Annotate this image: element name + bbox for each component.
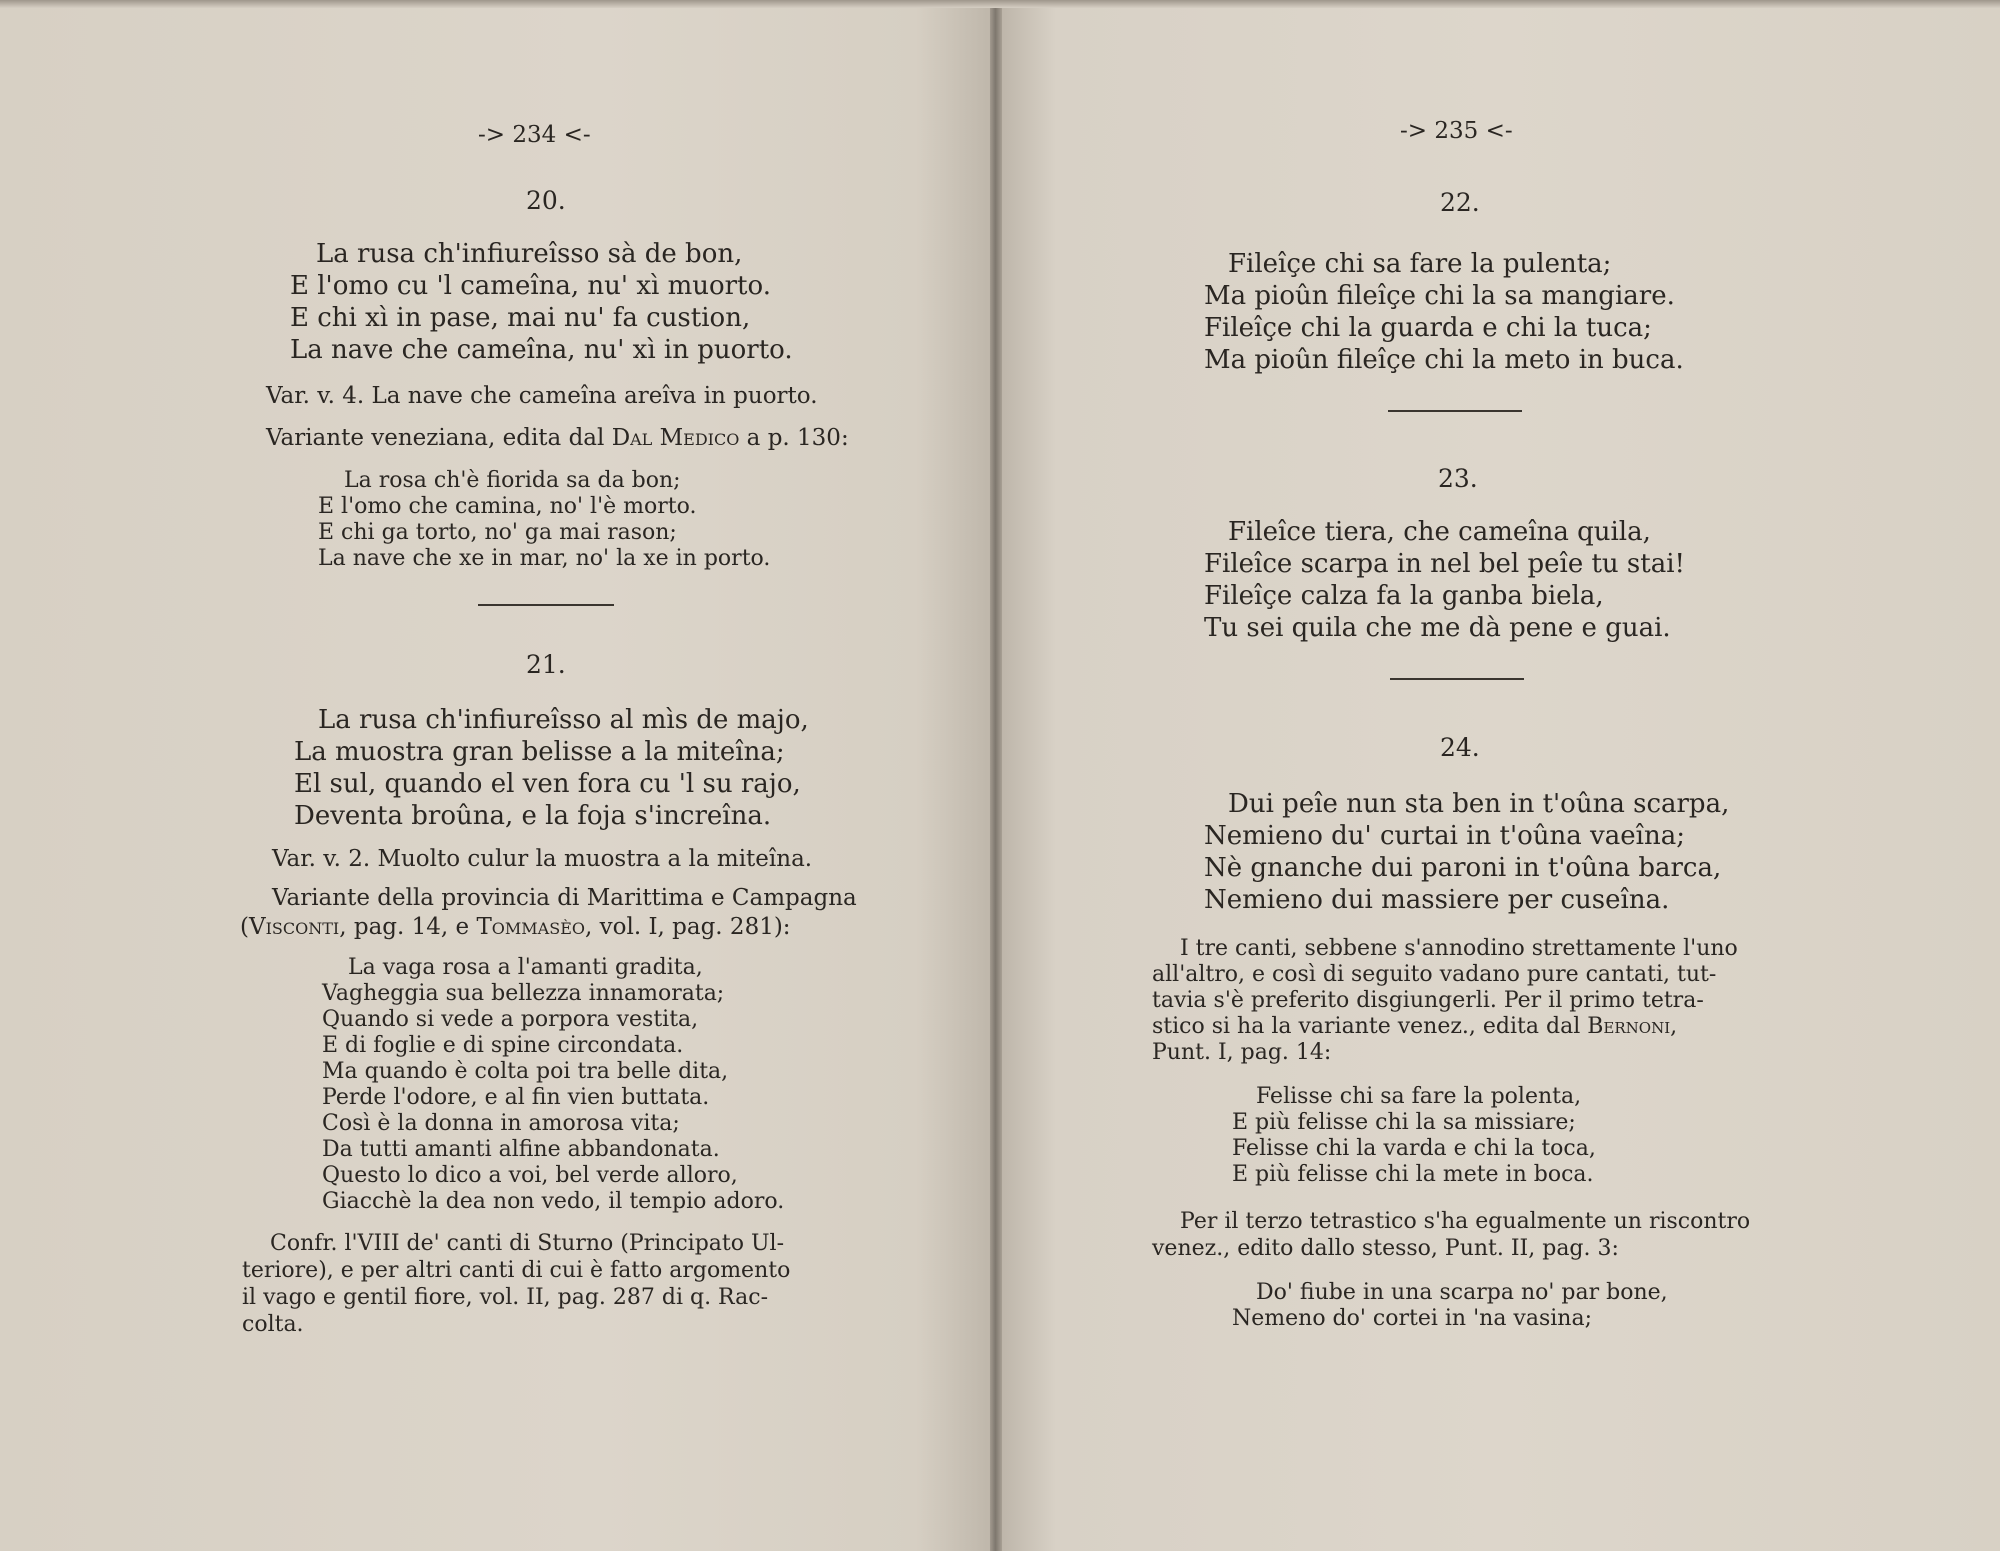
verse-line: Fileîce tiera, che cameîna quila, xyxy=(1228,517,1651,547)
section-divider xyxy=(1390,678,1524,680)
variant-line: La vaga rosa a l'amanti gradita, xyxy=(348,955,703,980)
poem-21-confr-note xyxy=(242,1230,790,1338)
variant-line: Questo lo dico a voi, bel verde alloro, xyxy=(322,1163,738,1188)
verse-line: Tu sei quila che me dà pene e guai. xyxy=(1204,613,1671,643)
poem-number-22: 22. xyxy=(1440,188,1480,217)
note-line: all'altro, e così di seguito vadano pure cantati, tut- xyxy=(1152,962,1717,987)
poem-21-verse xyxy=(294,704,809,832)
variant-line: Felisse chi sa fare la polenta, xyxy=(1256,1084,1582,1109)
poem-24-venetian-variant-1 xyxy=(1232,1084,1596,1188)
author-tommaseo: Tommasèo xyxy=(476,914,585,940)
variant-line: Do' fiube in una scarpa no' par bone, xyxy=(1256,1280,1668,1305)
variant-intro-line: Variante della provincia di Marittima e Campagna xyxy=(272,885,857,911)
variant-line: Giacchè la dea non vedo, il tempio adoro. xyxy=(322,1189,785,1214)
note-text: , xyxy=(1670,1014,1678,1039)
note-line: il vago e gentil fiore, vol. II, pag. 287 di q. Rac- xyxy=(242,1285,769,1310)
verse-line: E chi xì in pase, mai nu' fa custion, xyxy=(290,303,751,333)
poem-number-20: 20. xyxy=(526,186,566,215)
poem-24-commentary-2 xyxy=(1152,1208,1750,1262)
poem-20-verse xyxy=(288,238,793,366)
poem-24-verse xyxy=(1204,788,1729,916)
poem-21-campagna-variant xyxy=(322,955,784,1215)
poem-24-venetian-variant-2 xyxy=(1232,1280,1668,1332)
variant-line: Nemeno do' cortei in 'na vasina; xyxy=(1232,1306,1592,1331)
poem-23-verse xyxy=(1204,516,1685,644)
note-text: stico si ha la variante venez., edita dal xyxy=(1152,1014,1588,1039)
variant-line: E chi ga torto, no' ga mai rason; xyxy=(318,520,677,545)
verse-line: La muostra gran belisse a la miteîna; xyxy=(294,737,785,767)
variant-intro-text: , vol. I, pag. 281): xyxy=(585,914,791,940)
note-line: teriore), e per altri canti di cui è fatto argomento xyxy=(242,1258,791,1283)
verse-line: E l'omo cu 'l cameîna, nu' xì muorto. xyxy=(290,271,771,301)
verse-line: Deventa broûna, e la foja s'increîna. xyxy=(294,801,772,831)
note-line xyxy=(1152,1014,1738,1040)
variant-line: Così è la donna in amorosa vita; xyxy=(322,1111,680,1136)
poem-number-24: 24. xyxy=(1440,733,1480,762)
note-line: Per il terzo tetrastico s'ha egualmente un riscontro xyxy=(1180,1209,1751,1234)
left-page xyxy=(0,0,996,1551)
variant-intro-text: a p. 130: xyxy=(739,425,849,451)
verse-line: Fileîçe calza fa la ganba biela, xyxy=(1204,581,1604,611)
book-gutter xyxy=(990,0,1002,1551)
page-top-edge xyxy=(0,0,2000,8)
variant-line: Vagheggia sua bellezza innamorata; xyxy=(322,981,725,1006)
variant-line: Da tutti amanti alfine abbandonata. xyxy=(322,1137,720,1162)
note-line: venez., edito dallo stesso, Punt. II, pag. 3: xyxy=(1152,1236,1619,1261)
note-line: Confr. l'VIII de' canti di Sturno (Principato Ul- xyxy=(270,1231,785,1256)
note-line: tavia s'è preferito disgiungerli. Per il primo tetra- xyxy=(1152,988,1704,1013)
poem-22-verse xyxy=(1204,248,1684,376)
author-bernoni: Bernoni xyxy=(1587,1014,1671,1039)
poem-24-commentary xyxy=(1152,936,1738,1066)
variant-line: La rosa ch'è fiorida sa da bon; xyxy=(344,468,681,493)
variant-line: Felisse chi la varda e chi la toca, xyxy=(1232,1136,1596,1161)
author-dal-medico: Dal Medico xyxy=(611,425,740,451)
variant-line: E di foglie e di spine circondata. xyxy=(322,1033,684,1058)
variant-line: Quando si vede a porpora vestita, xyxy=(322,1007,699,1032)
verse-line: La nave che cameîna, nu' xì in puorto. xyxy=(290,335,793,365)
poem-number-21: 21. xyxy=(526,650,566,679)
variant-line: La nave che xe in mar, no' la xe in porto. xyxy=(318,546,771,571)
note-line: Punt. I, pag. 14: xyxy=(1152,1040,1332,1065)
page-number-235: -> 235 <- xyxy=(1400,118,1513,144)
section-divider xyxy=(478,604,614,606)
verse-line: Ma pioûn fileîçe chi la sa mangiare. xyxy=(1204,281,1675,311)
verse-line: El sul, quando el ven fora cu 'l su rajo, xyxy=(294,769,801,799)
verse-line: La rusa ch'infiureîsso sà de bon, xyxy=(316,239,743,269)
note-line: colta. xyxy=(242,1312,304,1337)
section-divider xyxy=(1388,410,1522,412)
right-page xyxy=(996,0,2000,1551)
author-visconti: Visconti xyxy=(248,914,340,940)
verse-line: Dui peîe nun sta ben in t'oûna scarpa, xyxy=(1228,789,1730,819)
variant-line: Ma quando è colta poi tra belle dita, xyxy=(322,1059,729,1084)
verse-line: La rusa ch'infiureîsso al mìs de majo, xyxy=(318,705,809,735)
verse-line: Nè gnanche dui paroni in t'oûna barca, xyxy=(1204,853,1722,883)
variant-line: E l'omo che camina, no' l'è morto. xyxy=(318,494,697,519)
poem-20-variant-intro xyxy=(266,424,849,452)
verse-line: Fileîçe chi sa fare la pulenta; xyxy=(1228,249,1612,279)
verse-line: Fileîçe chi la guarda e chi la tuca; xyxy=(1204,313,1652,343)
poem-21-variant-intro xyxy=(240,884,857,942)
variant-line: Perde l'odore, e al fin vien buttata. xyxy=(322,1085,710,1110)
variant-line: E più felisse chi la mete in boca. xyxy=(1232,1162,1594,1187)
poem-20-var-note: Var. v. 4. La nave che cameîna areîva in puorto. xyxy=(266,383,818,409)
variant-intro-text: Variante veneziana, edita dal xyxy=(266,425,612,451)
verse-line: Ma pioûn fileîçe chi la meto in buca. xyxy=(1204,345,1684,375)
poem-number-23: 23. xyxy=(1438,464,1478,493)
variant-line: E più felisse chi la sa missiare; xyxy=(1232,1110,1576,1135)
variant-intro-text: ( xyxy=(240,914,249,940)
note-line: I tre canti, sebbene s'annodino strettamente l'uno xyxy=(1180,936,1738,961)
variant-intro-text: , pag. 14, e xyxy=(339,914,477,940)
poem-20-venetian-variant xyxy=(318,468,770,572)
variant-intro-line xyxy=(240,913,857,942)
verse-line: Nemieno dui massiere per cuseîna. xyxy=(1204,885,1670,915)
poem-21-var-note: Var. v. 2. Muolto culur la muostra a la miteîna. xyxy=(272,846,813,872)
page-number-234: -> 234 <- xyxy=(478,122,591,148)
verse-line: Fileîce scarpa in nel bel peîe tu stai! xyxy=(1204,549,1685,579)
verse-line: Nemieno du' curtai in t'oûna vaeîna; xyxy=(1204,821,1685,851)
